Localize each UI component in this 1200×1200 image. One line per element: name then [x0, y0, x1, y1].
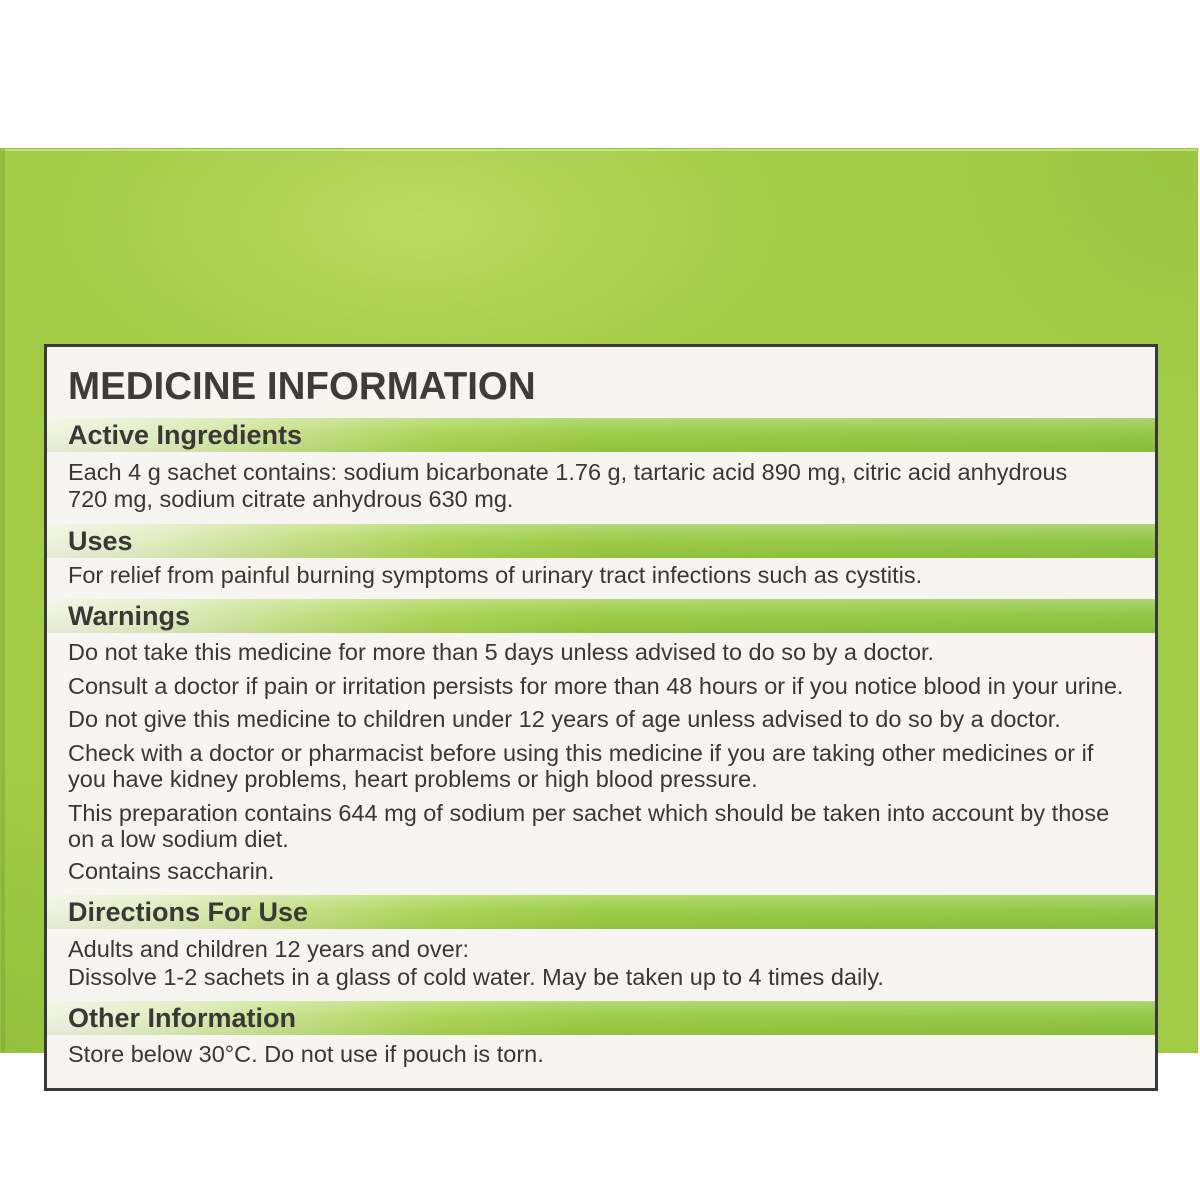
uses-heading-bar: [47, 524, 1155, 558]
panel-title: MEDICINE INFORMATION: [68, 365, 536, 408]
active-ingredients-heading: Active Ingredients: [68, 420, 303, 450]
uses-heading: Uses: [68, 526, 133, 556]
medicine-information-panel: [44, 344, 1158, 1091]
uses-line: For relief from painful burning symptoms of urinary tract infections such as cystitis.: [68, 562, 923, 588]
active-ingredients-line: 720 mg, sodium citrate anhydrous 630 mg.: [68, 486, 514, 512]
product-box: [0, 148, 1198, 1067]
warning-line: This preparation contains 644 mg of sodium per sachet which should be taken into account by those: [68, 800, 1110, 826]
warning-line: Do not give this medicine to children under 12 years of age unless advised to do so by a doctor.: [68, 706, 1061, 732]
directions-line: Adults and children 12 years and over:: [68, 936, 470, 962]
warning-line: Do not take this medicine for more than 5 days unless advised to do so by a doctor.: [68, 639, 935, 665]
active-ingredients-heading-bar: [47, 418, 1155, 452]
directions-heading-bar: [47, 895, 1155, 929]
active-ingredients-line: Each 4 g sachet contains: sodium bicarbonate 1.76 g, tartaric acid 890 mg, citric acid anhydrous: [68, 459, 1068, 485]
directions-line: Dissolve 1-2 sachets in a glass of cold water. May be taken up to 4 times daily.: [68, 964, 884, 990]
warnings-heading-bar: [47, 599, 1155, 633]
warning-line: Check with a doctor or pharmacist before using this medicine if you are taking other medicines or if: [68, 740, 1094, 766]
other-information-line: Store below 30°C. Do not use if pouch is torn.: [68, 1041, 544, 1067]
directions-heading: Directions For Use: [68, 897, 309, 927]
other-information-heading-bar: [47, 1001, 1155, 1035]
warning-line: you have kidney problems, heart problems or high blood pressure.: [68, 766, 758, 792]
warning-line: Contains saccharin.: [68, 858, 275, 884]
warnings-heading: Warnings: [68, 601, 191, 631]
other-information-heading: Other Information: [68, 1003, 296, 1033]
warning-line: Consult a doctor if pain or irritation persists for more than 48 hours or if you notice blood in your urine.: [68, 673, 1124, 699]
warning-line: on a low sodium diet.: [68, 826, 289, 852]
